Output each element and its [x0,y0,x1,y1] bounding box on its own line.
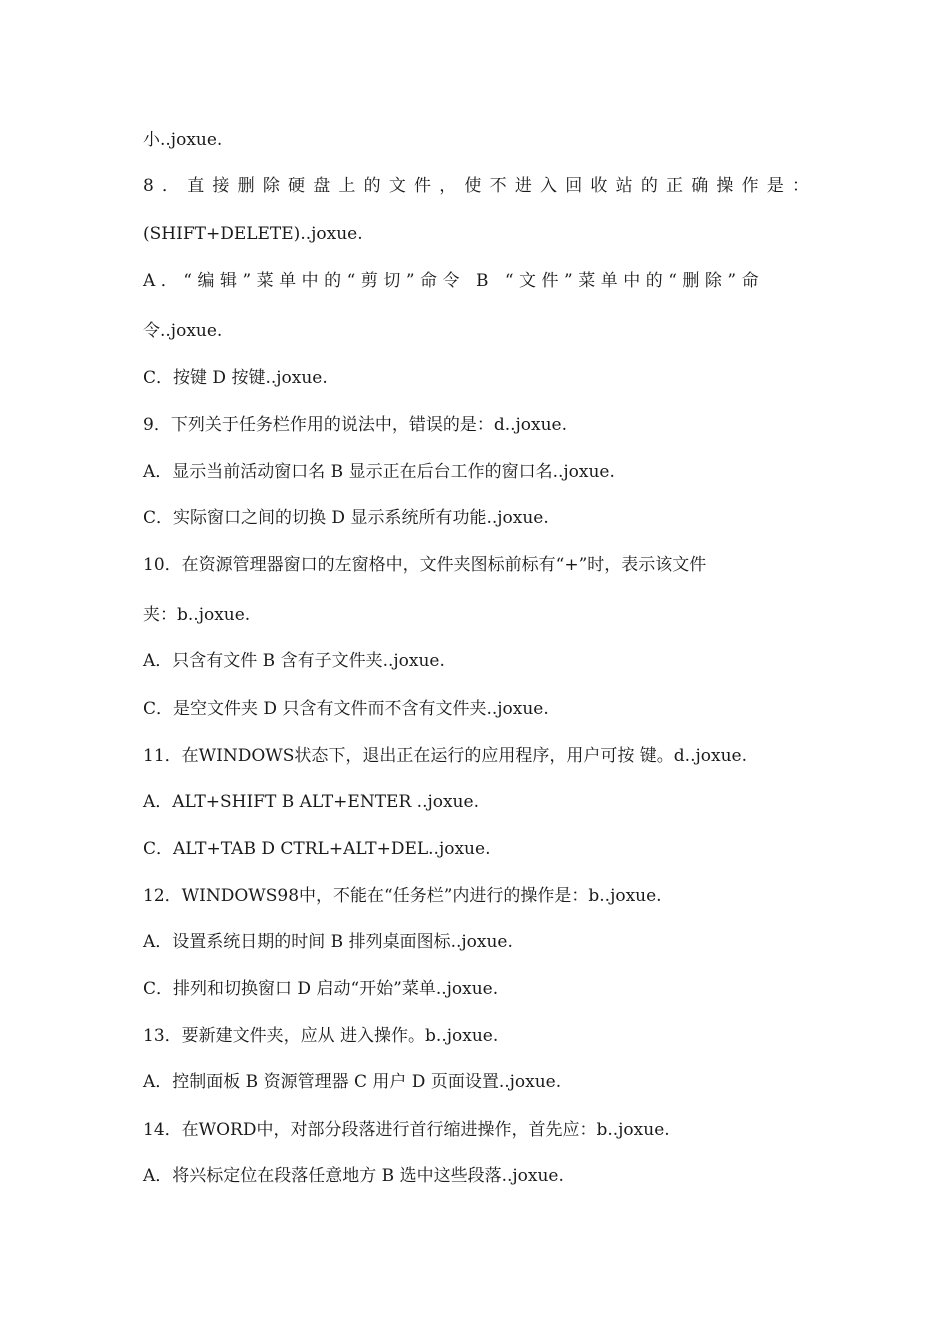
question-9-options-ab: A．显示当前活动窗口名 B 显示正在后台工作的窗口名..joxue. [143,462,615,482]
question-10-text-continued: 夹：b..joxue. [143,605,251,625]
question-10-options-ab: A．只含有文件 B 含有子文件夹..joxue. [143,651,445,671]
question-8-options-cd: C．按键 D 按键..joxue. [143,368,328,388]
question-11-options-ab: A．ALT+SHIFT B ALT+ENTER ..joxue. [143,792,479,812]
question-13-text: 13．要新建文件夹，应从 进入操作。b..joxue. [143,1026,499,1046]
question-9-options-cd: C．实际窗口之间的切换 D 显示系统所有功能..joxue. [143,508,549,528]
question-12-text: 12．WINDOWS98中，不能在“任务栏”内进行的操作是：b..joxue. [143,886,662,906]
question-10-options-cd: C．是空文件夹 D 只含有文件而不含有文件夹..joxue. [143,699,549,719]
question-11-options-cd: C．ALT+TAB D CTRL+ALT+DEL..joxue. [143,839,491,859]
question-14-options-ab: A．将兴标定位在段落任意地方 B 选中这些段落..joxue. [143,1166,564,1186]
text-line-continuation: 小..joxue. [143,130,223,150]
question-12-options-ab: A．设置系统日期的时间 B 排列桌面图标..joxue. [143,932,513,952]
question-8-answer: (SHIFT+DELETE)..joxue. [143,224,363,244]
question-14-text: 14．在WORD中，对部分段落进行首行缩进操作，首先应：b..joxue. [143,1120,670,1140]
question-13-options: A．控制面板 B 资源管理器 C 用户 D 页面设置..joxue. [143,1072,562,1092]
question-8-options-ab: A．“编辑”菜单中的“剪切”命令 B “文件”菜单中的“删除”命 [143,271,765,291]
question-8-text: 8．直接删除硬盘上的文件，使不进入回收站的正确操作是： [143,176,818,196]
question-8-options-ab-continued: 令..joxue. [143,321,223,341]
question-9-text: 9．下列关于任务栏作用的说法中，错误的是：d..joxue. [143,415,568,435]
question-12-options-cd: C．排列和切换窗口 D 启动“开始”菜单..joxue. [143,979,499,999]
question-10-text: 10．在资源管理器窗口的左窗格中，文件夹图标前标有“+”时，表示该文件 [143,555,707,575]
question-11-text: 11．在WINDOWS状态下，退出正在运行的应用程序，用户可按 键。d..joxue. [143,746,747,766]
